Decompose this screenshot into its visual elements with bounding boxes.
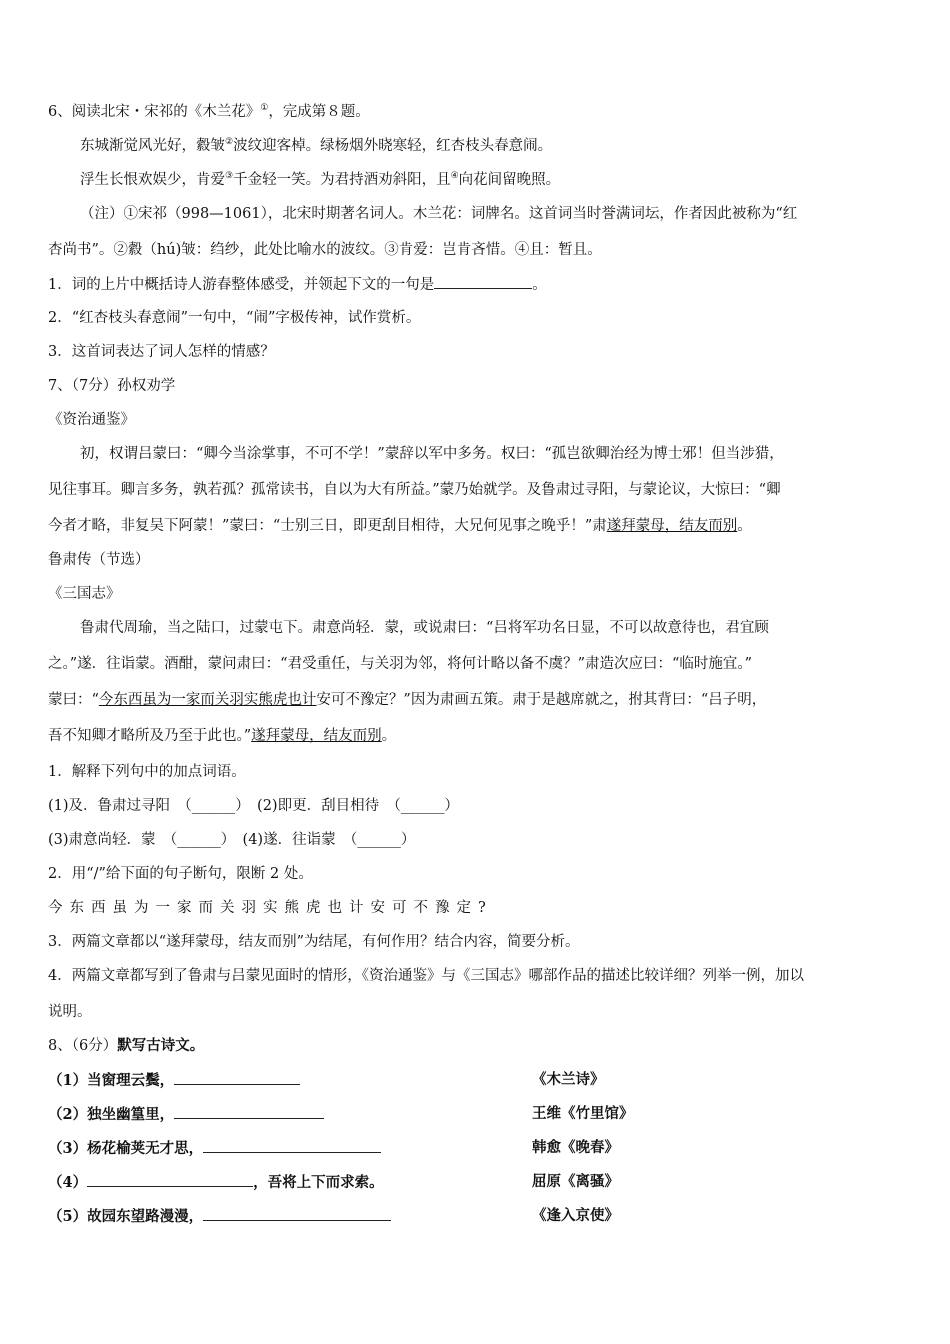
q7-sub1-items-a: (1)及．鲁肃过寻阳 （______） (2)即更．刮目相待 （______） bbox=[48, 798, 459, 814]
q7-sub1-items-b: (3)肃意尚轻．蒙 （______） (4)遂．往诣蒙 （______） bbox=[48, 832, 416, 848]
q6-sub1: 1．词的上片中概括诗人游春整体感受，并领起下文的一句是 。 bbox=[48, 274, 910, 295]
annotation-line-1: （注）①宋祁（998—1061），北宋时期著名词人。木兰花：词牌名。这首词当时誉满词坛，作者因此被称为“红 bbox=[80, 206, 798, 222]
dictation-item-5: （5）故园东望路漫漫， 《逢入京使》 bbox=[48, 1207, 619, 1225]
passage2-line1: 鲁肃代周瑜，当之陆口，过蒙屯下。肃意尚轻．蒙，或说肃曰：“吕将军功名日显，不可以故意待也，君宜顾 bbox=[80, 620, 769, 636]
answer-blank[interactable] bbox=[203, 1206, 391, 1221]
answer-blank[interactable] bbox=[87, 1172, 253, 1187]
dictation-item-3: （3）杨花榆荚无才思， 韩愈《晚春》 bbox=[48, 1139, 619, 1157]
answer-blank[interactable] bbox=[174, 1070, 300, 1085]
answer-blank[interactable] bbox=[203, 1138, 381, 1153]
answer-blank[interactable] bbox=[174, 1104, 324, 1119]
answer-blank[interactable] bbox=[434, 274, 532, 289]
source-zizhitongjian: 《资治通鉴》 bbox=[48, 412, 135, 428]
passage2-line3: 蒙曰：“今东西虽为一家而关羽实熊虎也计安可不豫定？”因为肃画五策。肃于是越席就之，拊其背曰：“吕子明， bbox=[48, 692, 767, 708]
q7-title2: 鲁肃传（节选） bbox=[48, 552, 150, 568]
source-sanguozhi: 《三国志》 bbox=[48, 586, 121, 602]
q7-sub2-sentence: 今东西虽为一家而关羽实熊虎也计安可不豫定? bbox=[48, 900, 493, 916]
passage1-line2: 见往事耳。卿言多务，孰若孤？孤常读书，自以为大有所益。”蒙乃始就学。及鲁肃过寻阳，与蒙论议，大惊曰：“卿 bbox=[48, 482, 781, 498]
q7-sub3: 3．两篇文章都以“遂拜蒙母，结友而别”为结尾，有何作用？结合内容，简要分析。 bbox=[48, 934, 580, 950]
passage2-line2: 之。”遂．往诣蒙。酒酣，蒙问肃曰：“君受重任，与关羽为邻，将何计略以备不虞？”肃造次应曰：“临时施宜。” bbox=[48, 656, 753, 672]
item-source: 王维《竹里馆》 bbox=[532, 1105, 634, 1122]
q7-sub4-line1: 4．两篇文章都写到了鲁肃与吕蒙见面时的情形，《资治通鉴》与《三国志》哪部作品的描述比较详细？列举一例，加以 bbox=[48, 968, 804, 984]
q6-sub3: 3．这首词表达了词人怎样的情感？ bbox=[48, 344, 275, 360]
poem-line-2: 浮生长恨欢娱少，肯爱③千金轻一笑。为君持酒劝斜阳，且④向花间留晚照。 bbox=[80, 171, 561, 188]
item-source: 屈原《离骚》 bbox=[532, 1173, 619, 1190]
q7-sub2: 2．用“/”给下面的句子断句，限断 2 处。 bbox=[48, 866, 313, 882]
q6-sub2: 2．“红杏枝头春意闹”一句中，“闹”字极传神，试作赏析。 bbox=[48, 310, 421, 326]
annotation-line-2: 杏尚书”。②縠（hú)皱：绉纱，此处比喻水的波纹。③肯爱：岂肯吝惜。④且：暂且。 bbox=[48, 242, 602, 258]
q7-sub1: 1．解释下列句中的加点词语。 bbox=[48, 764, 246, 780]
q8-title: 8、（6分）默写古诗文。 bbox=[48, 1037, 205, 1054]
q7-sub4-line2: 说明。 bbox=[48, 1004, 92, 1020]
item-source: 《逢入京使》 bbox=[532, 1207, 619, 1224]
item-source: 《木兰诗》 bbox=[532, 1071, 605, 1088]
poem-line-1: 东城渐觉风光好，縠皱②波纹迎客棹。绿杨烟外晓寒轻，红杏枝头春意闹。 bbox=[80, 137, 553, 154]
passage1-line1: 初，权谓吕蒙曰：“卿今当涂掌事，不可不学！”蒙辞以军中多务。权曰：“孤岂欲卿治经为博士邪！但当涉猎， bbox=[80, 446, 784, 462]
passage1-line3: 今者才略，非复吴下阿蒙！”蒙曰：“士别三日，即更刮目相待，大兄何见事之晚乎！”肃遂拜蒙母，结友而别。 bbox=[48, 518, 752, 534]
q6-title: 6、阅读北宋・宋祁的《木兰花》①，完成第８题。 bbox=[48, 103, 370, 120]
dictation-item-2: （2）独坐幽篁里， 王维《竹里馆》 bbox=[48, 1105, 634, 1123]
item-source: 韩愈《晚春》 bbox=[532, 1139, 619, 1156]
dictation-item-4: （4） ，吾将上下而求索。 屈原《离骚》 bbox=[48, 1173, 619, 1191]
dictation-item-1: （1）当窗理云鬓， 《木兰诗》 bbox=[48, 1071, 605, 1089]
passage2-line4: 吾不知卿才略所及乃至于此也。”遂拜蒙母，结友而别。 bbox=[48, 728, 397, 744]
q7-title: 7、（7分）孙权劝学 bbox=[48, 378, 176, 394]
